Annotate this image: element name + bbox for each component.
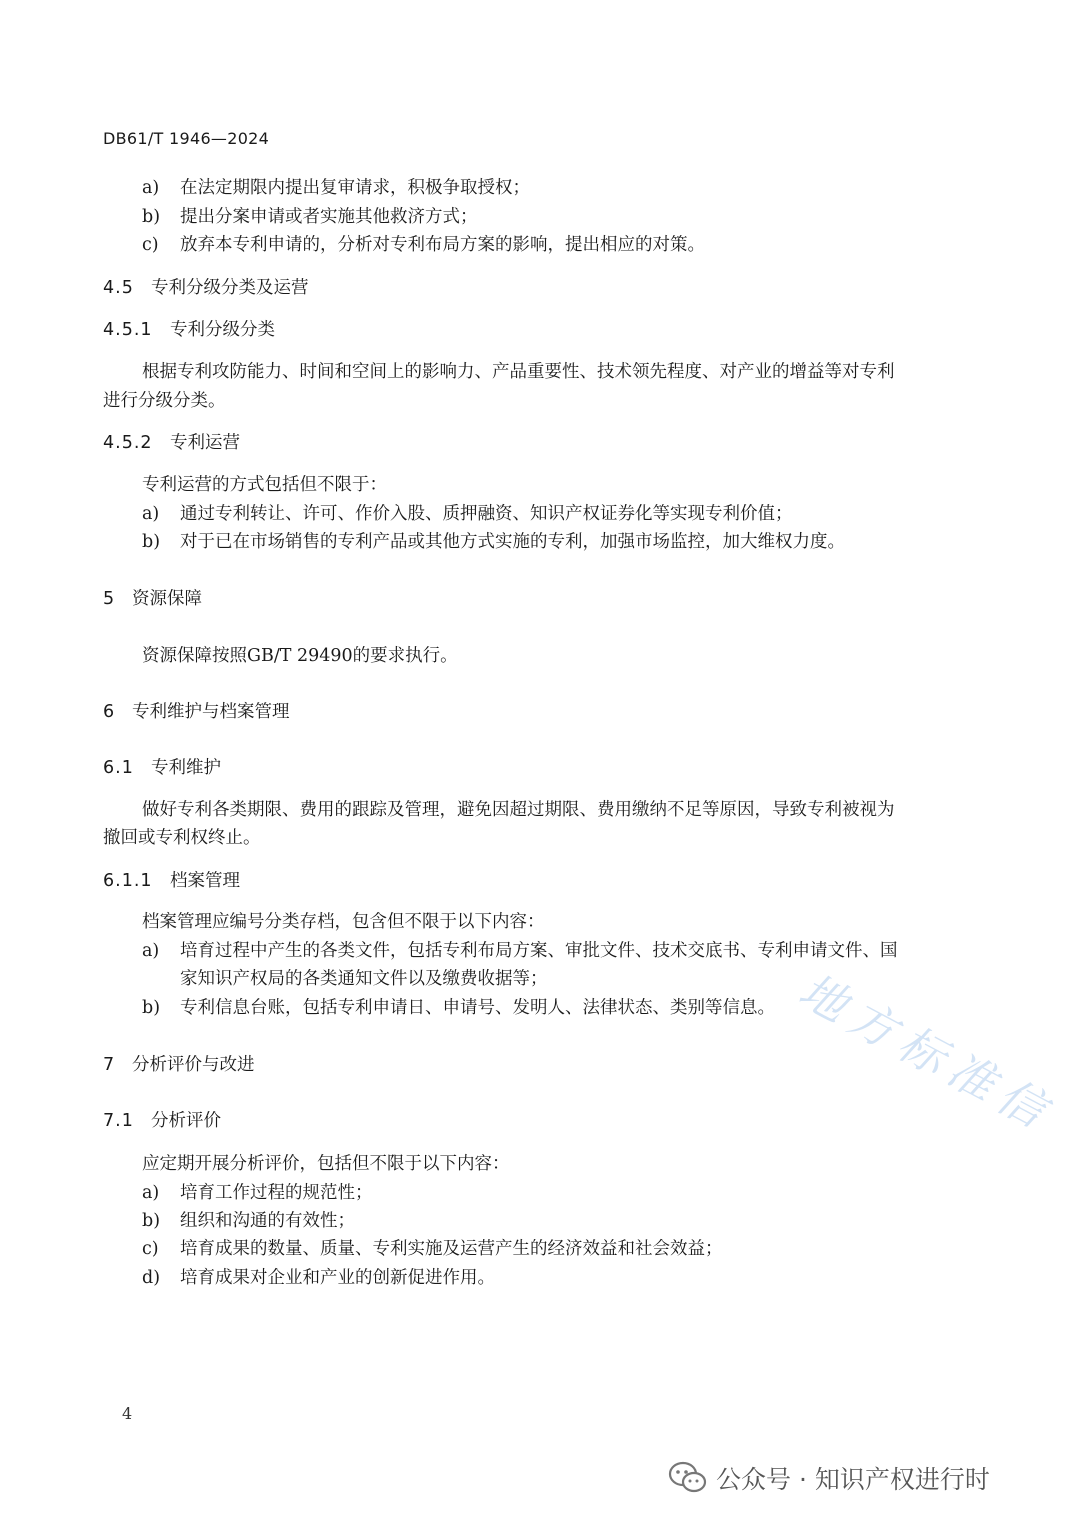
section-heading-7-1	[103, 1109, 221, 1133]
section-heading-4-5-1	[103, 318, 275, 342]
list-text: 组织和沟通的有效性；	[180, 1211, 355, 1231]
section-heading-7	[103, 1053, 255, 1077]
section-title: 分析评价与改进	[132, 1055, 255, 1075]
paragraph: 资源保障按照GB/T 29490的要求执行。	[142, 646, 458, 666]
paragraph: 做好专利各类期限、费用的跟踪及管理，避免因超过期限、费用缴纳不足等原因，导致专利被视为	[142, 800, 895, 820]
list-text: 培育成果对企业和产业的创新促进作用。	[180, 1268, 495, 1288]
list-label: a)	[142, 941, 160, 961]
list-label: b)	[142, 1211, 161, 1231]
section-heading-6-1-1	[103, 869, 240, 893]
paragraph-continuation: 进行分级分类。	[103, 391, 226, 411]
page-number: 4	[122, 1404, 133, 1423]
list-item	[142, 939, 898, 963]
list-label: b)	[142, 532, 161, 552]
section-number: 6	[103, 702, 116, 722]
list-label: a)	[142, 1183, 160, 1203]
list-text: 通过专利转让、许可、作价入股、质押融资、知识产权证券化等实现专利价值；	[180, 504, 793, 524]
section-number: 5	[103, 589, 116, 609]
list-label: c)	[142, 1239, 159, 1259]
paragraph: 根据专利攻防能力、时间和空间上的影响力、产品重要性、技术领先程度、对产业的增益等对专利	[142, 362, 895, 382]
section-title: 专利维护与档案管理	[132, 702, 290, 722]
watermark: 地方标准信	[790, 962, 1064, 1143]
section-heading-4-5-2	[103, 431, 240, 455]
wechat-footer	[668, 1458, 990, 1498]
list-label: a)	[142, 504, 160, 524]
list-text: 培育过程中产生的各类文件，包括专利布局方案、审批文件、技术交底书、专利申请文件、国	[180, 941, 898, 961]
list-item	[142, 1181, 373, 1205]
paragraph: 应定期开展分析评价，包括但不限于以下内容：	[142, 1154, 510, 1174]
list-text: 培育成果的数量、质量、专利实施及运营产生的经济效益和社会效益；	[180, 1239, 723, 1259]
list-label: a)	[142, 178, 160, 198]
section-heading-6-1	[103, 756, 221, 780]
paragraph: 专利运营的方式包括但不限于：	[142, 475, 387, 495]
list-item	[142, 233, 705, 257]
list-label: d)	[142, 1268, 161, 1288]
list-item	[142, 502, 793, 526]
list-text: 放弃本专利申请的，分析对专利布局方案的影响，提出相应的对策。	[180, 235, 705, 255]
section-title: 专利分级分类	[170, 320, 275, 340]
paragraph-continuation: 撤回或专利权终止。	[103, 828, 261, 848]
section-number: 6.1	[103, 758, 134, 778]
section-title: 分析评价	[151, 1111, 221, 1131]
section-title: 档案管理	[170, 871, 240, 891]
section-number: 7	[103, 1055, 116, 1075]
wechat-icon	[668, 1461, 708, 1495]
list-item	[142, 205, 478, 229]
list-label: c)	[142, 235, 159, 255]
list-text: 专利信息台账，包括专利申请日、申请号、发明人、法律状态、类别等信息。	[180, 998, 775, 1018]
list-text-continuation: 家知识产权局的各类通知文件以及缴费收据等；	[180, 969, 548, 989]
section-number: 6.1.1	[103, 871, 153, 891]
list-item	[142, 1266, 495, 1290]
section-number: 4.5	[103, 278, 134, 298]
list-text: 对于已在市场销售的专利产品或其他方式实施的专利，加强市场监控，加大维权力度。	[180, 532, 845, 552]
list-item	[142, 1209, 355, 1233]
section-title: 专利运营	[170, 433, 240, 453]
section-title: 资源保障	[132, 589, 202, 609]
section-heading-6	[103, 700, 290, 724]
list-item	[142, 176, 530, 200]
section-heading-5	[103, 587, 202, 611]
section-number: 4.5.1	[103, 320, 153, 340]
section-number: 4.5.2	[103, 433, 153, 453]
section-title: 专利维护	[151, 758, 221, 778]
footer-text: 公众号 · 知识产权进行时	[716, 1465, 990, 1494]
section-heading-4-5	[103, 276, 309, 300]
document-code: DB61/T 1946—2024	[103, 129, 270, 148]
list-label: b)	[142, 207, 161, 227]
list-label: b)	[142, 998, 161, 1018]
list-item	[142, 530, 845, 554]
list-text: 在法定期限内提出复审请求，积极争取授权；	[180, 178, 530, 198]
list-item	[142, 1237, 723, 1261]
list-item	[142, 996, 775, 1020]
list-text: 提出分案申请或者实施其他救济方式；	[180, 207, 478, 227]
paragraph: 档案管理应编号分类存档，包含但不限于以下内容：	[142, 912, 545, 932]
section-number: 7.1	[103, 1111, 134, 1131]
list-text: 培育工作过程的规范性；	[180, 1183, 373, 1203]
section-title: 专利分级分类及运营	[151, 278, 309, 298]
